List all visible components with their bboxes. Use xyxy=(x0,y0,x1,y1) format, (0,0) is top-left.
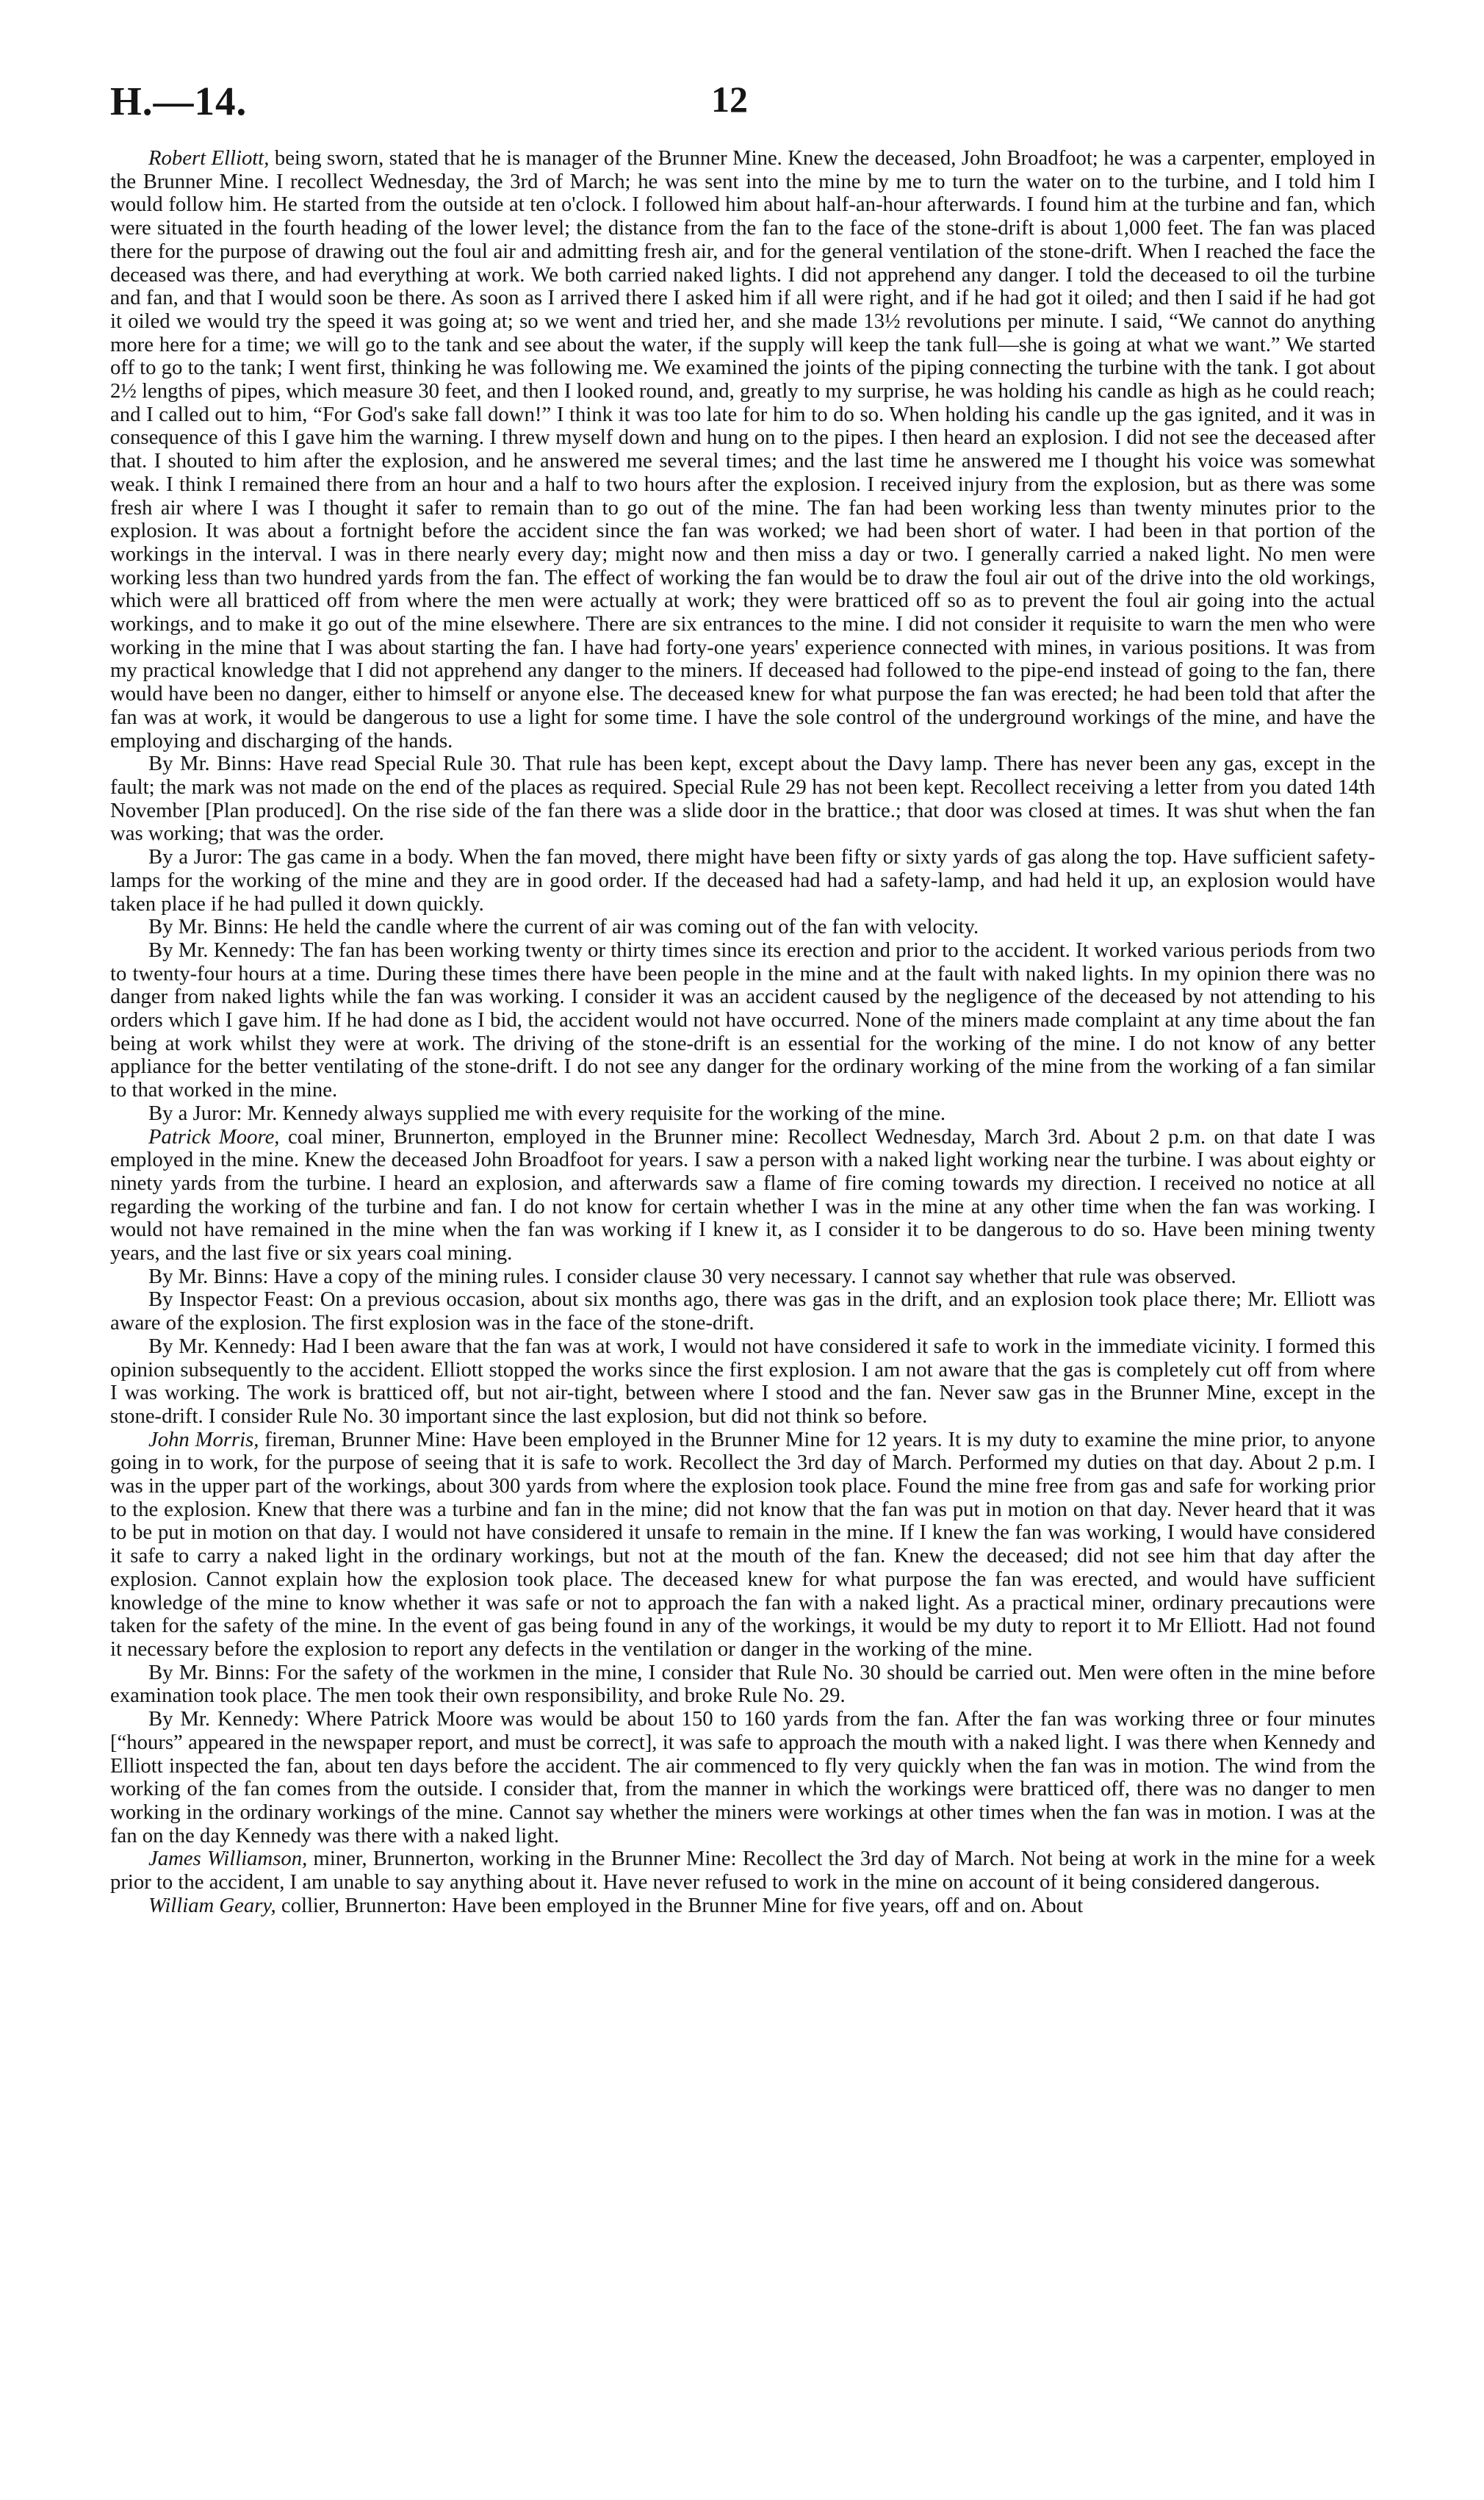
paragraph-binns-examination xyxy=(110,752,1375,846)
testimony-body xyxy=(110,147,1375,1917)
speaker-name: Robert Elliott, xyxy=(148,146,270,170)
paragraph-text: being sworn, stated that he is manager of the Brunner Mine. Knew the deceased, John Broadfoot; he was a carpenter, employed in the Brunner Mine. I recollect Wednesday, the 3rd of March; he was sent into the mine by me to turn the water on to the turbine, and I told him I would follow him. He started from the outside at ten o'clock. I followed him about half-an-hour afterwards. I found him at the turbine and fan, which were situated in the fourth heading of the lower level; the distance from the fan to the face of the stone-drift is about 1,000 feet. The fan was placed there for the purpose of drawing out the foul air and admitting fresh air, and for the general ventilation of the stone-drift. When I reached the face the deceased was there, and had everything at work. We both carried naked lights. I did not apprehend any danger. I told the deceased to oil the turbine and fan, and that I would soon be there. As soon as I arrived there I asked him if all were right, and if he had got it oiled; and then I said if he had got it oiled we would try the speed it was going at; so we went and tried her, and she made 13½ revolutions per minute. I said, “We cannot do anything more here for a time; we will go to the tank and see about the water, if the supply will keep the tank full—she is going at what we want.” We started off to go to the tank; I went first, thinking he was following me. We examined the joints of the piping connecting the turbine with the tank. I got about 2½ lengths of pipes, which measure 30 feet, and then I looked round, and, greatly to my surprise, he was holding his candle as high as he could reach; and I called out to him, “For God's sake fall down!” I think it was too late for him to do so. When holding his candle up the gas ignited, and it was in consequence of this I gave him the warning. I threw myself down and hung on to the pipes. I then heard an explosion. I did not see the deceased after that. I shouted to him after the explosion, and he answered me several times; and the last time he answered me I thought his voice was somewhat weak. I think I remained there from an hour and a half to two hours after the explosion. I received injury from the explosion, but as there was some fresh air where I was I thought it safer to remain than to go out of the mine. The fan had been working less than twenty minutes prior to the explosion. It was about a fortnight before the accident since the fan was worked; we had been short of water. I had been in that portion of the workings in the interval. I was in there nearly every day; might now and then miss a day or two. I generally carried a naked light. No men were working less than two hundred yards from the fan. The effect of working the fan would be to draw the foul air out of the drive into the old workings, which were all bratticed off from where the men were actually at work; they were bratticed off so as to prevent the foul air going into the actual workings, and to make it go out of the mine elsewhere. There are six entrances to the mine. I did not consider it requisite to warn the men who were working in the mine that I was about starting the fan. I have had forty-one years' experience connected with mines, in various positions. It was from my practical knowledge that I did not apprehend any danger to the miners. If deceased had followed to the pipe-end instead of going to the fan, there would have been no danger, either to himself or anyone else. The deceased knew for what purpose the fan was erected; he had been told that after the fan was at work, it would be dangerous to use a light for some time. I have the sole control of the underground workings of the mine, and have the employing and discharging of the hands. xyxy=(110,146,1375,752)
paragraph-juror-question xyxy=(110,846,1375,916)
paragraph-kennedy-question xyxy=(110,1335,1375,1429)
paragraph-text: By Mr. Binns: He held the candle where the current of air was coming out of the fan with velocity. xyxy=(148,915,979,939)
paragraph-text: collier, Brunnerton: Have been employed in the Brunner Mine for five years, off and on. About xyxy=(275,1893,1084,1917)
paragraph-text: By Mr. Kennedy: The fan has been working twenty or thirty times since its erection and prior to the accident. It worked various periods from two to twenty-four hours at a time. During these times there have been people in the mine and at the fault with naked lights. In my opinion there was no danger from naked lights while the fan was working. I consider it was an accident caused by the negligence of the deceased by not attending to his orders which I gave him. If he had done as I bid, the accident would not have occurred. None of the miners made complaint at any time about the fan being at work whilst they were at work. The driving of the stone-drift is an essential for the working of the mine. I do not know of any better appliance for the better ventilating of the stone-drift. I do not see any danger for the ordinary working of the mine from the working of a fan similar to that worked in the mine. xyxy=(110,938,1375,1102)
paragraph-binns-question xyxy=(110,916,1375,939)
paragraph-binns-question xyxy=(110,1662,1375,1708)
paragraph-elliott-evidence xyxy=(110,147,1375,752)
paragraph-text: miner, Brunnerton, working in the Brunner Mine: Recollect the 3rd day of March. Not being at work in the mine for a week prior to the accident, I am unable to say anything about it. Have never refused to work in the mine on account of it being considered dangerous. xyxy=(110,1847,1375,1894)
paragraph-text: By a Juror: Mr. Kennedy always supplied me with every requisite for the working of the mine. xyxy=(148,1101,946,1125)
speaker-name: William Geary, xyxy=(148,1893,276,1917)
paragraph-kennedy-question xyxy=(110,1708,1375,1847)
speaker-name: James Williamson, xyxy=(148,1847,308,1871)
paragraph-binns-question xyxy=(110,1265,1375,1289)
paragraph-moore-evidence xyxy=(110,1126,1375,1265)
speaker-name: Patrick Moore, xyxy=(148,1124,280,1149)
paragraph-text: By Mr. Binns: Have read Special Rule 30. That rule has been kept, except about the Davy lamp. There has never been any gas, except in the fault; the mark was not made on the end of the places as required. Special Rule 29 has not been kept. Recollect receiving a letter from you dated 14th November [Plan produced]. On the rise side of the fan there was a slide door in the brattice.; that door was closed at times. It was shut when the fan was working; that was the order. xyxy=(110,752,1375,846)
paragraph-williamson-evidence xyxy=(110,1847,1375,1894)
paragraph-kennedy-examination xyxy=(110,939,1375,1102)
paragraph-text: By Inspector Feast: On a previous occasion, about six months ago, there was gas in the drift, and an explosion took place there; Mr. Elliott was aware of the explosion. The first explosion was in the face of the stone-drift. xyxy=(110,1287,1375,1335)
paragraph-text: By a Juror: The gas came in a body. When the fan moved, there might have been fifty or sixty yards of gas along the top. Have sufficient safety-lamps for the working of the mine and they are in good order. If the deceased had had a safety-lamp, and had held it up, an explosion would have taken place if he had pulled it down quickly. xyxy=(110,845,1375,916)
paragraph-text: fireman, Brunner Mine: Have been employed in the Brunner Mine for 12 years. It is my duty to examine the mine prior, to anyone going in to work, for the purpose of seeing that it is safe to work. Recollect the 3rd day of March. Performed my duties on that day. About 2 p.m. I was in the upper part of the workings, about 300 yards from where the explosion took place. Found the mine free from gas and safe for working prior to the explosion. Knew that there was a turbine and fan in the mine; did not know that the fan was put in motion on that day. Never heard that it was to be put in motion on that day. I would not have considered it unsafe to remain in the mine. If I knew the fan was working, I would have considered it safe to carry a naked light in the ordinary workings, but not at the mouth of the fan. Knew the deceased; did not see him that day after the explosion. Cannot explain how the explosion took place. The deceased knew for what purpose the fan was erected, and would have sufficient knowledge of the mine to know whether it was safe or not to approach the fan with a naked light. As a practical miner, ordinary precautions were taken for the safety of the mine. In the event of gas being found in any of the workings, it would be my duty to report it to Mr Elliott. Had not found it necessary before the explosion to report any defects in the ventilation or danger in the working of the mine. xyxy=(110,1427,1375,1661)
paragraph-text: coal miner, Brunnerton, employed in the Brunner mine: Recollect Wednesday, March 3rd. About 2 p.m. on that date I was employed in the mine. Knew the deceased John Broadfoot for years. I saw a person with a naked light working near the turbine. I was about eighty or ninety yards from the turbine. I heard an explosion, and afterwards saw a flame of fire coming towards my direction. I received no notice at all regarding the working of the turbine and fan. I do not know for certain whether I was in the mine at any other time when the fan was working. I would not have remained in the mine when the fan was working if I knew it, as I consider it to be dangerous to do so. Have been mining twenty years, and the last five or six years coal mining. xyxy=(110,1124,1375,1265)
page-number: 12 xyxy=(711,79,748,120)
document-reference: H.—14. xyxy=(110,79,248,123)
paragraph-text: By Mr. Kennedy: Where Patrick Moore was would be about 150 to 160 yards from the fan. After the fan was working three or four minutes [“hours” appeared in the newspaper report, and must be correct], it was safe to approach the mouth with a naked light. I was there when Kennedy and Elliott inspected the fan, about ten days before the accident. The air commenced to fly very quickly when the fan was in motion. The wind from the working of the fan comes from the outside. I consider that, from the manner in which the workings were bratticed off, there was no danger to men working in the ordinary workings of the mine. Cannot say whether the miners were workings at other times when the fan was in motion. I was at the fan on the day Kennedy was there with a naked light. xyxy=(110,1707,1375,1847)
paragraph-text: By Mr. Kennedy: Had I been aware that the fan was at work, I would not have considered it safe to work in the immediate vicinity. I formed this opinion subsequently to the accident. Elliott stopped the works since the first explosion. I am not aware that the gas is completely cut off from where I was working. The work is bratticed off, but not air-tight, between where I stood and the fan. Never saw gas in the Brunner Mine, except in the stone-drift. I consider Rule No. 30 important since the last explosion, but did not think so before. xyxy=(110,1334,1375,1428)
paragraph-geary-evidence xyxy=(110,1894,1375,1918)
page-header xyxy=(110,0,1375,147)
paragraph-text: By Mr. Binns: Have a copy of the mining rules. I consider clause 30 very necessary. I cannot say whether that rule was observed. xyxy=(148,1264,1236,1288)
paragraph-text: By Mr. Binns: For the safety of the workmen in the mine, I consider that Rule No. 30 should be carried out. Men were often in the mine before examination took place. The men took their own responsibility, and broke Rule No. 29. xyxy=(110,1660,1375,1708)
paragraph-juror-question xyxy=(110,1102,1375,1126)
speaker-name: John Morris, xyxy=(148,1427,259,1451)
paragraph-morris-evidence xyxy=(110,1429,1375,1662)
paragraph-feast-question xyxy=(110,1288,1375,1335)
